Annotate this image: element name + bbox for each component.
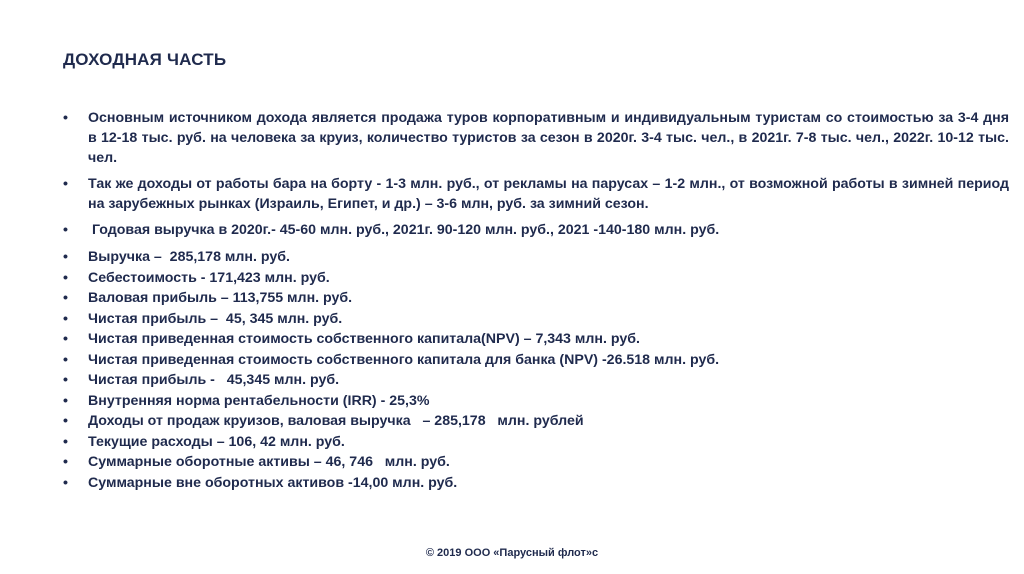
list-item [63, 350, 1009, 371]
list-item [63, 108, 1009, 168]
item-text: Себестоимость - 171,423 млн. руб. [88, 269, 330, 286]
item-text: Валовая прибыль – 113,755 млн. руб. [88, 290, 353, 306]
list-item [63, 247, 1009, 268]
item-text: Суммарные вне оборотных активов -14,00 млн. руб. [88, 474, 458, 491]
bullet-icon: • [63, 290, 68, 306]
bullet-icon: • [63, 433, 68, 450]
list-item [63, 268, 1009, 289]
paragraph-text: Основным источником дохода является продажа туров корпоративным и индивидуальным туристам со стоимостью за 3-4 дня в 12-18 тыс. руб. на человека за круиз, количество туристов за сезон в 2020г. 3-4 тыс. чел., в 2021г. 7-8 тыс. чел., 2022г. 10-12 тыс. чел. [88, 110, 1009, 166]
bullet-icon: • [63, 454, 68, 470]
list-item [63, 288, 1009, 309]
bullet-icon: • [63, 413, 68, 429]
bullet-icon: • [63, 392, 68, 409]
bullet-icon: • [63, 372, 68, 388]
list-item [63, 391, 1009, 412]
item-text: Чистая приведенная стоимость собственного капитала(NPV) – 7,343 млн. руб. [88, 331, 640, 347]
content-list [63, 108, 1009, 493]
slide-title: ДОХОДНАЯ ЧАСТЬ [63, 50, 227, 69]
list-item [63, 220, 1009, 240]
item-text: Текущие расходы – 106, 42 млн. руб. [88, 433, 345, 450]
bullet-icon: • [63, 351, 68, 368]
list-item [63, 174, 1009, 214]
bullet-icon: • [63, 249, 68, 265]
item-text: Внутренняя норма рентабельности (IRR) - 25,3% [88, 392, 430, 409]
footer-copyright: © 2019 ООО «Парусный флот»с [425, 547, 599, 559]
item-text: Чистая прибыль - 45,345 млн. руб. [88, 372, 340, 388]
item-text: Чистая приведенная стоимость собственного капитала для банка (NPV) -26.518 млн. руб. [88, 351, 720, 368]
bullet-icon: • [63, 110, 68, 126]
bullet-icon: • [63, 269, 68, 286]
bullet-icon: • [63, 222, 68, 238]
list-item [63, 432, 1009, 453]
item-text: Чистая прибыль – 45, 345 млн. руб. [88, 310, 343, 327]
list-item [63, 452, 1009, 473]
item-text: Выручка – 285,178 млн. руб. [88, 249, 290, 265]
paragraph-text: Так же доходы от работы бара на борту - 1-3 млн. руб., от рекламы на парусах – 1-2 млн., от возможной работы в зимней период на зарубежных рынках (Израиль, Египет, и др.) – 3-6 млн, руб. за зимний сезон. [88, 176, 1009, 212]
item-text: Суммарные оборотные активы – 46, 746 млн. руб. [88, 454, 450, 470]
bullet-icon: • [63, 331, 68, 347]
list-item [63, 329, 1009, 350]
list-item [63, 411, 1009, 432]
bullet-icon: • [63, 176, 68, 192]
bullet-icon: • [63, 474, 68, 491]
paragraph-text: Годовая выручка в 2020г.- 45-60 млн. руб., 2021г. 90-120 млн. руб., 2021 -140-180 млн. руб. [88, 222, 720, 238]
list-item [63, 370, 1009, 391]
bullet-icon: • [63, 310, 68, 327]
list-item [63, 473, 1009, 494]
item-text: Доходы от продаж круизов, валовая выручка – 285,178 млн. рублей [88, 413, 584, 429]
list-item [63, 309, 1009, 330]
